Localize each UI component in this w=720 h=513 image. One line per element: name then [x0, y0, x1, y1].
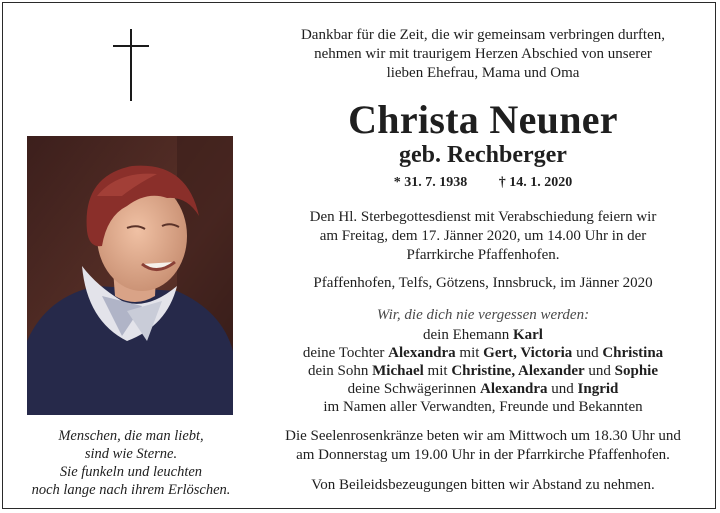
intro-line: Dankbar für die Zeit, die wir gemeinsam verbringen durften, — [300, 27, 666, 43]
portrait-photo — [27, 136, 233, 415]
family-line-sisters-in-law: deine Schwägerinnen Alexandra und Ingrid — [347, 381, 619, 397]
obituary-card — [2, 2, 716, 509]
mourners-list — [253, 326, 713, 416]
family-line-relatives: im Namen aller Verwandten, Freunde und Bekannten — [323, 399, 643, 415]
birth-name: geb. Rechberger — [399, 142, 567, 168]
service-line: am Freitag, dem 17. Jänner 2020, um 14.00 Uhr in der — [319, 228, 647, 244]
intro-text — [253, 26, 713, 83]
death-date: † 14. 1. 2020 — [498, 175, 573, 190]
daughter-family: Gert, Victoria — [483, 345, 573, 361]
motto-line: Sie funkeln und leuchten — [59, 464, 203, 480]
rosary-line: Die Seelenrosenkränze beten wir am Mittwoch um 18.30 Uhr und — [285, 428, 681, 444]
family-line-husband: dein Ehemann Karl — [423, 327, 543, 343]
cross-vertical-bar — [130, 29, 132, 101]
life-dates — [253, 174, 713, 192]
mourners-heading: Wir, die dich nie vergessen werden: — [376, 307, 590, 323]
latin-cross-icon — [113, 29, 149, 101]
cross-horizontal-bar — [113, 45, 149, 47]
motto-line: noch lange nach ihrem Erlöschen. — [31, 482, 231, 498]
place-and-date: Pfaffenhofen, Telfs, Götzens, Innsbruck, im Jänner 2020 — [313, 275, 653, 291]
sister-in-law-2: Ingrid — [577, 381, 619, 397]
condolence-note: Von Beileidsbezeugungen bitten wir Abstand zu nehmen. — [311, 477, 655, 493]
son-family-last: Sophie — [614, 363, 659, 379]
daughter-name: Alexandra — [388, 345, 456, 361]
birth-date: * 31. 7. 1938 — [393, 175, 468, 190]
intro-line: lieben Ehefrau, Mama und Oma — [386, 65, 580, 81]
family-line-daughter: deine Tochter Alexandra mit Gert, Victoria und Christina — [302, 345, 664, 361]
funeral-service-text — [253, 208, 713, 265]
son-name: Michael — [372, 363, 424, 379]
intro-line: nehmen wir mit traurigem Herzen Abschied von unserer — [314, 46, 652, 62]
motto-line: sind wie Sterne. — [84, 446, 178, 462]
motto-poem — [17, 427, 245, 499]
son-family: Christine, Alexander — [451, 363, 585, 379]
motto-line: Menschen, die man liebt, — [58, 428, 204, 444]
daughter-family-last: Christina — [602, 345, 664, 361]
family-line-son: dein Sohn Michael mit Christine, Alexander und Sophie — [307, 363, 659, 379]
husband-name: Karl — [512, 327, 543, 343]
rosary-text — [253, 427, 713, 465]
service-line: Pfarrkirche Pfaffenhofen. — [406, 247, 560, 263]
deceased-name: Christa Neuner — [348, 97, 618, 142]
sister-in-law-1: Alexandra — [480, 381, 548, 397]
service-line: Den Hl. Sterbegottesdienst mit Verabschiedung feiern wir — [309, 209, 657, 225]
rosary-line: am Donnerstag um 19.00 Uhr in der Pfarrkirche Pfaffenhofen. — [296, 447, 670, 463]
